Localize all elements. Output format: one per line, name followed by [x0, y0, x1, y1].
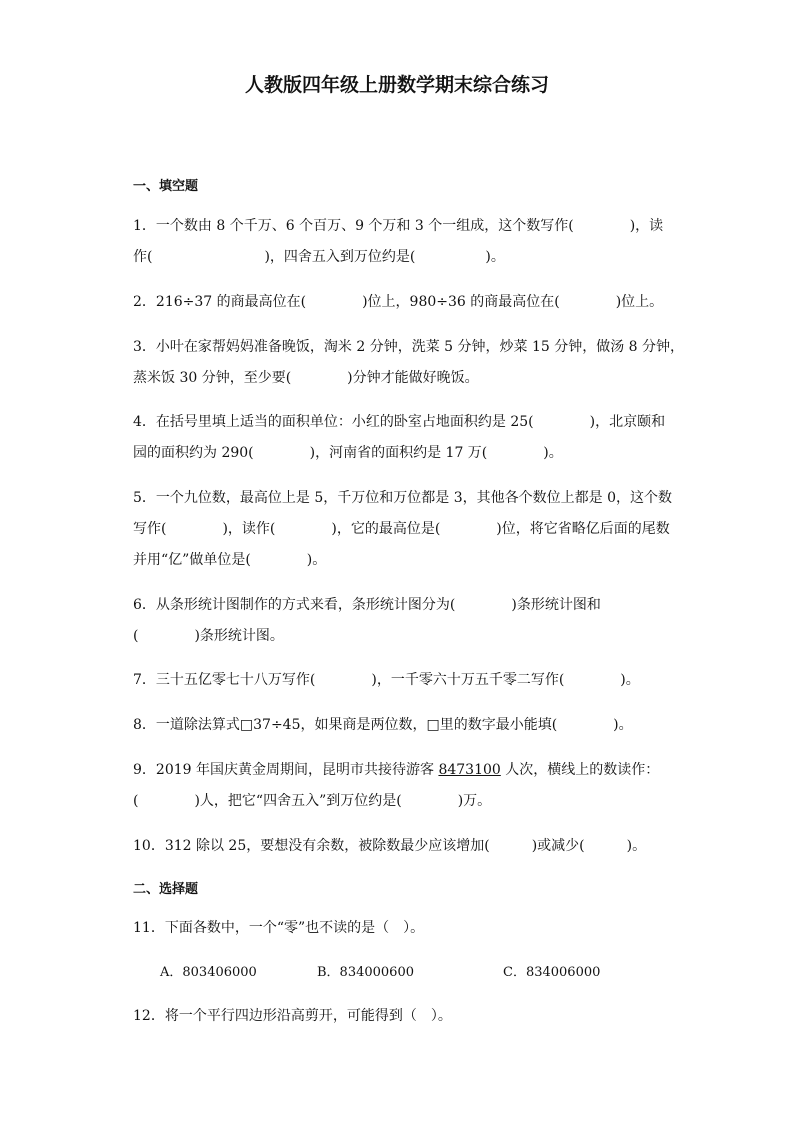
- question-5-line-2: 写作( )，读作( )，它的最高位是( )位，将它省略亿后面的尾数: [133, 521, 670, 537]
- question-11-choice-c: C．834006000: [503, 965, 601, 980]
- question-1-line-2: 作( )，四舍五入到万位约是( )。: [133, 249, 505, 265]
- question-5-line-1: 5．一个九位数，最高位上是 5，千万位和万位都是 3，其他各个数位上都是 0，这个数: [133, 490, 672, 506]
- page-title: 人教版四年级上册数学期末综合练习: [244, 74, 549, 96]
- question-10-line-1: 10．312 除以 25，要想没有余数，被除数最少应该增加( )或减少( )。: [133, 838, 647, 854]
- question-4-line-2: 园的面积约为 290( )，河南省的面积约是 17 万( )。: [133, 445, 563, 461]
- question-3-line-2: 蒸米饭 30 分钟，至少要( )分钟才能做好晚饭。: [133, 370, 479, 386]
- question-9-text-b: 人次，横线上的数读作：: [500, 762, 660, 778]
- question-12-line-1: 12．将一个平行四边形沿高剪开，可能得到（ ）。: [133, 1008, 452, 1024]
- question-11-line-1: 11．下面各数中，一个“零”也不读的是（ ）。: [133, 920, 425, 936]
- question-9-underlined-number: 8473100: [438, 762, 501, 778]
- question-6-line-1: 6．从条形统计图制作的方式来看，条形统计图分为( )条形统计图和: [133, 597, 601, 613]
- question-5-line-3: 并用“亿”做单位是( )。: [133, 552, 327, 568]
- question-6-line-2: ( )条形统计图。: [133, 628, 284, 644]
- question-7-line-1: 7．三十五亿零七十八万写作( )，一千零六十万五千零二写作( )。: [133, 672, 640, 688]
- question-2-line-1: 2．216÷37 的商最高位在( )位上，980÷36 的商最高位在( )位上。: [133, 294, 664, 310]
- question-1-line-1: 1．一个数由 8 个千万、6 个百万、9 个万和 3 个一组成，这个数写作( )，读: [133, 218, 664, 234]
- question-8-line-1: 8．一道除法算式□37÷45，如果商是两位数，□里的数字最小能填( )。: [133, 717, 633, 733]
- question-3-line-1: 3．小叶在家帮妈妈准备晚饭，淘米 2 分钟，洗菜 5 分钟，炒菜 15 分钟，做汤 8 分钟，: [133, 339, 685, 355]
- question-11-choice-a: A．803406000: [160, 965, 257, 980]
- question-9-text-a: 9．2019 年国庆黄金周期间，昆明市共接待游客: [133, 762, 439, 778]
- question-4-line-1: 4．在括号里填上适当的面积单位：小红的卧室占地面积约是 25( )，北京颐和: [133, 414, 666, 430]
- question-9-line-2: ( )人，把它“四舍五入”到万位约是( )万。: [133, 793, 492, 809]
- section-heading-multiple-choice: 二、选择题: [133, 882, 199, 897]
- question-9-line-1: [133, 759, 659, 779]
- question-11-choice-b: B．834000600: [317, 965, 414, 980]
- section-heading-fill-blank: 一、填空题: [133, 179, 199, 194]
